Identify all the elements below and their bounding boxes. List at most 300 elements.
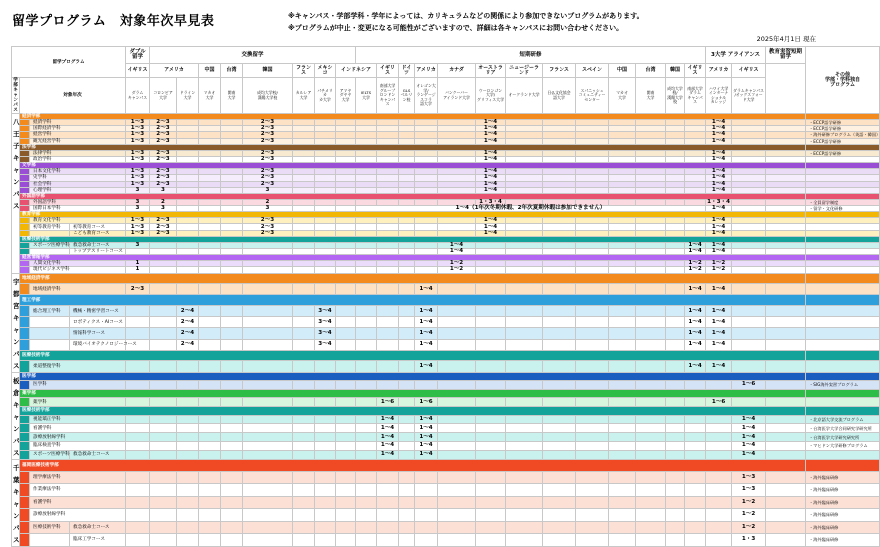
target-years-cell [315,284,336,295]
target-years-cell [243,441,293,450]
target-years-cell [609,381,636,390]
target-years-cell: 1〜4 [685,361,706,372]
target-years-cell [126,328,150,339]
target-years-cell [636,381,666,390]
department-row [12,415,880,424]
target-years-cell [476,339,506,350]
target-years-cell [543,433,576,442]
target-years-cell [666,381,685,390]
country-header: ニュージーランド [506,64,543,78]
target-years-cell: 1〜4 [706,126,732,132]
target-years-cell [177,361,199,372]
target-years-cell: 1〜4 [476,218,506,224]
target-years-cell [766,509,806,521]
target-years-cell [221,317,243,328]
target-years-cell [666,496,685,508]
target-years-cell [150,441,177,450]
department-row [12,441,880,450]
target-years-cell: 1〜4 [732,415,766,424]
target-years-cell: 1〜4 [438,242,476,248]
target-years-cell [336,450,356,459]
target-years-cell [766,441,806,450]
country-header: ドイツ [399,64,415,78]
target-years-cell [609,509,636,521]
target-years-cell [293,424,315,433]
target-years-cell [506,306,543,317]
target-years-cell [666,450,685,459]
target-years-cell [543,317,576,328]
target-years-cell: 2〜3 [243,126,293,132]
department-name: 医学科 [30,381,126,390]
target-years-cell [177,496,199,508]
target-years-cell [476,415,506,424]
target-years-cell [377,534,399,547]
faculty-row [12,273,880,284]
target-years-cell [685,415,706,424]
target-years-cell [243,415,293,424]
target-years-cell: 1〜4 [706,361,732,372]
target-years-cell: 1〜4 [415,306,438,317]
target-years-cell: 1〜4 [706,249,732,255]
target-years-cell: 1〜4 [685,339,706,350]
target-years-cell [666,339,685,350]
department-row [12,433,880,442]
target-years-cell [356,424,377,433]
department-row [12,339,880,350]
target-years-cell [399,509,415,521]
target-years-cell [476,450,506,459]
target-years-cell [506,521,543,533]
target-years-cell [666,484,685,496]
note-line: ※プログラムが中止・変更になる可能性がございますので、詳細は各キャンパスにお問い合わせください。 [288,24,624,32]
target-years-cell: 1〜2 [732,496,766,508]
target-years-cell [336,328,356,339]
target-years-cell [336,381,356,390]
target-years-cell [576,534,609,547]
target-years-cell: 2〜3 [150,230,177,236]
faculty-header: 文学部 [20,163,806,169]
department-name: 看護学科 [30,424,126,433]
department-row [12,361,880,372]
target-years-cell [315,381,336,390]
target-years-cell [543,450,576,459]
target-years-cell [666,441,685,450]
target-years-cell [399,398,415,407]
country-header: イギリス [732,64,766,78]
target-years-cell [221,509,243,521]
target-years-cell [199,450,221,459]
target-years-cell [243,471,293,483]
target-years-cell [356,415,377,424]
target-years-cell [221,306,243,317]
other-program-remark: ・海外臨床研修 [806,521,880,533]
target-years-cell [706,424,732,433]
target-years-cell [199,471,221,483]
target-years-cell [766,381,806,390]
department-name: 経営学科 [30,132,126,138]
target-years-cell: 1〜4 [706,169,732,175]
department-row [12,424,880,433]
faculty-accent [20,441,30,450]
target-years-cell [221,521,243,533]
country-header: アメリカ [150,64,199,78]
target-years-cell [476,328,506,339]
target-years-cell [506,471,543,483]
target-years-cell [315,433,336,442]
target-years-cell [356,534,377,547]
target-years-cell [476,424,506,433]
department-name: 臨床検査学科 [30,441,126,450]
target-years-cell: 1〜3 [126,175,150,181]
target-year-header: 対象年次 [20,78,126,114]
target-years-cell [636,441,666,450]
faculty-row [12,407,880,416]
target-years-cell [221,450,243,459]
faculty-accent [20,471,30,483]
institution-header: ダラム キャンパス [126,78,150,114]
faculty-header: 経営情報学部 [20,255,806,261]
target-years-cell [199,509,221,521]
target-years-cell [415,521,438,533]
target-years-cell [543,284,576,295]
country-header: アメリカ [706,64,732,78]
other-program-remark: ・台湾医学大学合同研究学研究所 [806,424,880,433]
target-years-cell [476,496,506,508]
target-years-cell [438,381,476,390]
target-years-cell [243,328,293,339]
target-years-cell: 1〜4 [706,328,732,339]
target-years-cell [199,424,221,433]
country-header: イギリス [685,64,706,78]
target-years-cell [243,361,293,372]
target-years-cell: 1〜3 [126,156,150,162]
target-years-cell [438,398,476,407]
target-years-cell: 1〜4 [377,450,399,459]
target-years-cell [636,471,666,483]
faculty-accent [20,284,30,295]
target-years-cell [293,450,315,459]
target-years-cell [177,433,199,442]
target-years-cell: 1〜3 [126,224,150,230]
target-years-cell [126,509,150,521]
target-years-cell [399,317,415,328]
department-name: スポーツ医療学科 [30,242,70,248]
department-name: 日本文化学科 [30,169,126,175]
target-years-cell: 3〜4 [315,328,336,339]
other-program-remark: ・海外臨床研修 [806,484,880,496]
other-program-remark: ・海外臨床研修 [806,496,880,508]
target-years-cell [609,534,636,547]
target-years-cell [732,317,766,328]
target-years-cell [243,317,293,328]
target-years-cell [438,450,476,459]
target-years-cell [221,284,243,295]
target-years-cell [243,521,293,533]
target-years-cell [506,381,543,390]
target-years-cell [315,471,336,483]
target-years-cell: 1〜2 [438,261,476,267]
target-years-cell [576,306,609,317]
target-years-cell: 1〜3 [126,120,150,126]
target-years-cell [150,521,177,533]
target-years-cell [399,521,415,533]
target-years-cell [399,415,415,424]
faculty-accent [20,328,30,339]
target-years-cell: 1〜4 [706,224,732,230]
other-program-remark [806,284,880,295]
target-years-cell [609,441,636,450]
department-row [12,381,880,390]
group-exchange: 交換留学 [150,47,356,64]
target-years-cell: 2〜3 [150,175,177,181]
target-years-cell: 1〜4 [732,450,766,459]
campus-label: 千葉キャンパス [12,459,20,546]
target-years-cell: 2 [243,199,293,205]
faculty-row [12,389,880,398]
target-years-cell [476,484,506,496]
target-years-cell [476,361,506,372]
target-years-cell [438,441,476,450]
target-years-cell [336,284,356,295]
target-years-cell: 2〜3 [243,181,293,187]
target-years-cell [438,471,476,483]
notes [288,10,644,34]
target-years-cell: 1〜4 [377,433,399,442]
target-years-cell [293,433,315,442]
target-years-cell: 1〜3 [126,132,150,138]
department-row [12,306,880,317]
target-years-cell [150,328,177,339]
target-years-cell [609,339,636,350]
target-years-cell [356,317,377,328]
target-years-cell [243,398,293,407]
institution-header: IELTS 大学 [356,78,377,114]
target-years-cell: 1〜4 [706,339,732,350]
target-years-cell: 1〜3 [126,150,150,156]
institution-header: スパニッシュ コミュニティー センター [576,78,609,114]
target-years-cell [476,306,506,317]
department-name: 観光経営学科 [30,138,126,144]
target-years-cell: 1〜2 [732,521,766,533]
target-years-cell [315,496,336,508]
target-years-cell [356,361,377,372]
faculty-accent [20,521,30,533]
target-years-cell [609,471,636,483]
department-name: 社会学科 [30,181,126,187]
target-years-cell [356,521,377,533]
target-years-cell: 1〜3 [126,126,150,132]
program-table [11,46,880,547]
institution-header: 開南 大学 [636,78,666,114]
target-years-cell: 1 [126,261,150,267]
target-years-cell [243,339,293,350]
target-years-cell [399,339,415,350]
target-years-cell: 2〜3 [243,120,293,126]
other-programs-header: その他 学部・学科独自 プログラム [806,47,880,114]
target-years-cell [543,361,576,372]
target-years-cell [438,317,476,328]
target-years-cell [609,424,636,433]
target-years-cell [543,398,576,407]
target-years-cell [243,509,293,521]
institution-header: GLS ベルリン校 [399,78,415,114]
target-years-cell [315,521,336,533]
target-years-cell [609,361,636,372]
institution-header: 開南 大学 [221,78,243,114]
target-years-cell [243,424,293,433]
faculty-header: 理工学部 [20,295,806,306]
target-years-cell: 2〜4 [177,306,199,317]
target-years-cell [243,381,293,390]
target-years-cell [336,433,356,442]
target-years-cell: 1・3・4 [476,199,506,205]
target-years-cell: 2〜4 [177,328,199,339]
target-years-cell [766,424,806,433]
faculty-accent [20,398,30,407]
target-years-cell: 2〜3 [243,156,293,162]
target-years-cell [336,484,356,496]
other-program-remark [806,450,880,459]
target-years-cell: 1〜4 [706,120,732,126]
campus-header: 学部キャンパス [13,78,18,113]
target-years-cell [221,381,243,390]
other-program-remark: ・海外臨床研修 [806,471,880,483]
other-program-remark: ・ECCP語学研修 [806,150,880,156]
faculty-header: 医療技術学部 [20,407,806,416]
target-years-cell [506,398,543,407]
target-years-cell [150,509,177,521]
target-years-cell [706,415,732,424]
date-stamp: 2025年4月1日 現在 [756,35,816,43]
target-years-cell: 1〜4 [685,284,706,295]
target-years-cell [506,415,543,424]
target-years-cell: 1〜4 [415,284,438,295]
target-years-cell [506,328,543,339]
faculty-accent [20,306,30,317]
target-years-cell [506,509,543,521]
target-years-cell: 1〜4 [706,306,732,317]
faculty-header: 外国語学部 [20,193,806,199]
target-years-cell [177,424,199,433]
country-header: スペイン [576,64,609,78]
department-name: 国際日本学科 [30,206,126,212]
target-years-cell: 1〜4 [706,230,732,236]
target-years-cell [377,496,399,508]
institution-header: 日仏文化協会 語大学 [543,78,576,114]
group-practice: 教育実習短期留学 [766,47,806,64]
note-line: ※キャンパス・学部学科・学年によっては、カリキュラムなどの関係により参加できないプログラムがあります。 [288,12,644,20]
target-years-cell [377,361,399,372]
target-years-cell [336,306,356,317]
target-years-cell [293,306,315,317]
target-years-cell [377,284,399,295]
department-row [12,328,880,339]
other-program-remark [806,398,880,407]
target-years-cell: 1〜2 [685,261,706,267]
target-years-cell [543,415,576,424]
target-years-cell [706,521,732,533]
target-years-cell [609,484,636,496]
target-years-cell [199,317,221,328]
target-years-cell [636,496,666,508]
target-years-cell [685,381,706,390]
target-years-cell [609,496,636,508]
target-years-cell [336,424,356,433]
target-years-cell [706,471,732,483]
target-years-cell [243,534,293,547]
target-years-cell [766,398,806,407]
target-years-cell [126,317,150,328]
target-years-cell [150,381,177,390]
target-years-cell [609,284,636,295]
target-years-cell: 2〜3 [243,218,293,224]
country-header: イギリス [377,64,399,78]
faculty-header: 地域経済学部 [20,273,806,284]
other-program-remark: ・SIG海外実習プログラム [806,381,880,390]
target-years-cell [636,339,666,350]
target-years-cell: 1〜4 [685,328,706,339]
other-program-remark: ・ECCP語学研修 [806,126,880,132]
target-years-cell [685,441,706,450]
target-years-cell [543,339,576,350]
department-row [12,509,880,521]
target-years-cell [243,433,293,442]
target-years-cell: 3 [126,206,150,212]
target-years-cell [438,424,476,433]
target-years-cell [576,398,609,407]
target-years-cell [543,534,576,547]
country-header: カナダ [438,64,476,78]
target-years-cell: 1・3 [732,534,766,547]
institution-header: オレゴン大学/ ランゲージ スコラ 語大学 [415,78,438,114]
target-years-cell: 2〜4 [177,317,199,328]
target-years-cell [732,339,766,350]
institution-header: ハワイ大学 インターナ ショナル カレッジ [706,78,732,114]
target-years-cell: 2〜3 [243,150,293,156]
target-years-cell: 1〜2 [706,267,732,273]
target-years-cell [126,381,150,390]
faculty-header: 教育学部 [20,212,806,218]
target-years-cell: 1〜4 [706,187,732,193]
target-years-cell [293,381,315,390]
department-row [12,521,880,533]
target-years-cell [356,433,377,442]
department-name [30,317,70,328]
target-years-cell [415,381,438,390]
target-years-cell: 1〜3 [732,471,766,483]
target-years-cell [636,534,666,547]
target-years-cell [199,306,221,317]
target-years-cell: 1〜6 [415,398,438,407]
target-years-cell [150,471,177,483]
target-years-cell [177,450,199,459]
campus-label: 板倉キャンパス [12,372,20,459]
target-years-cell [356,339,377,350]
target-years-cell [685,471,706,483]
target-years-cell [543,471,576,483]
target-years-cell [636,415,666,424]
target-years-cell [543,484,576,496]
target-years-cell: 3〜4 [315,339,336,350]
course-name: 情報科学コース [70,328,126,339]
target-years-cell: 1〜4 [415,424,438,433]
institution-header: マカオ 大学 [609,78,636,114]
target-years-cell [399,306,415,317]
target-years-cell [315,450,336,459]
target-years-cell [476,433,506,442]
target-years-cell: 1〜2 [685,267,706,273]
target-years-cell [576,509,609,521]
